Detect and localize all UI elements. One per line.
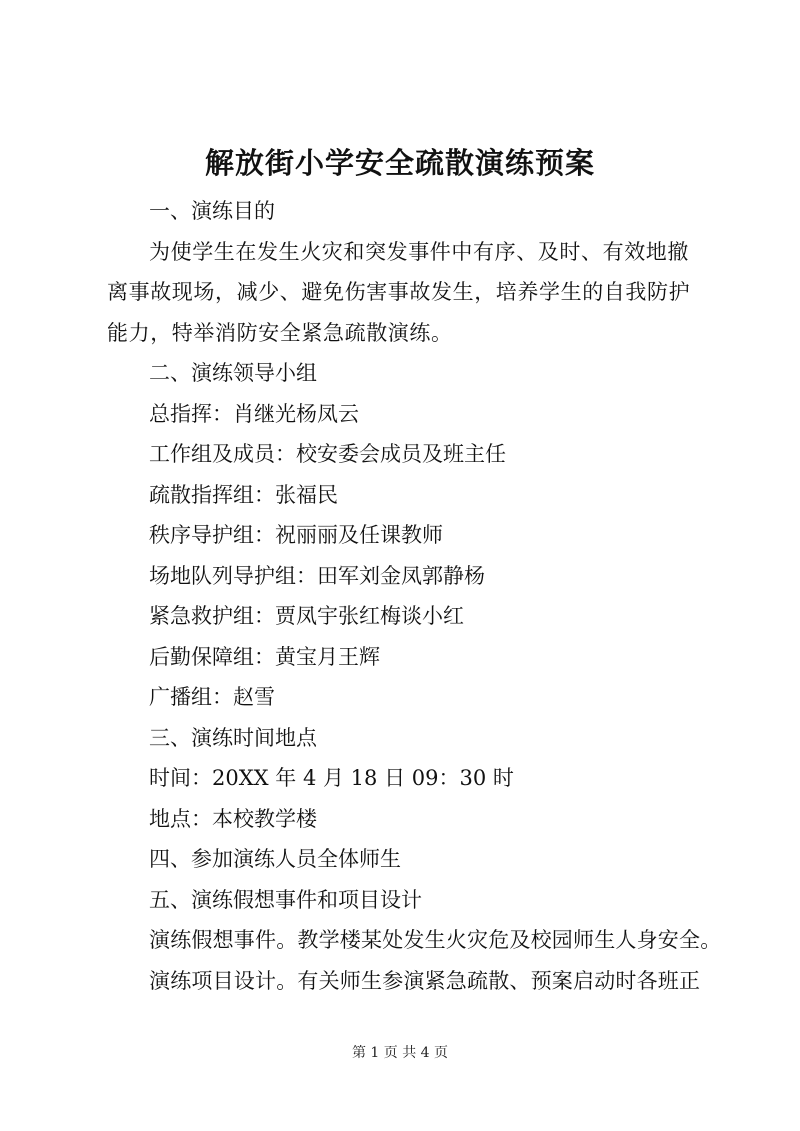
line-rescue-group: 紧急救护组：贾凤宇张红梅谈小红 [149, 604, 464, 628]
section-heading-purpose: 一、演练目的 [149, 199, 275, 223]
line-evacuation-group: 疏散指挥组：张福民 [149, 482, 338, 507]
line-working-group: 工作组及成员：校安委会成员及班主任 [149, 442, 506, 466]
line-order-group: 秩序导护组：祝丽丽及任课教师 [149, 523, 443, 547]
line-project-design: 演练项目设计。有关师生参演紧急疏散、预案启动时各班正 [149, 968, 701, 993]
section-heading-design: 五、演练假想事件和项目设计 [149, 887, 422, 912]
line-hypothetical-event: 演练假想事件。教学楼某处发生火灾危及校园师生人身安全。 [149, 928, 722, 952]
line-logistics-group: 后勤保障组：黄宝月王辉 [149, 644, 380, 669]
line-broadcast-group: 广播组：赵雪 [149, 685, 275, 709]
line-field-group: 场地队列导护组：田军刘金凤郭静杨 [149, 563, 485, 588]
line-time: 时间：20XX 年 4 月 18 日 09：30 时 [149, 766, 514, 790]
page-footer: 第 1 页 共 4 页 [351, 1045, 449, 1061]
line-place: 地点：本校教学楼 [149, 806, 317, 831]
section-heading-participants: 四、参加演练人员全体师生 [149, 847, 401, 871]
section-heading-leadership: 二、演练领导小组 [149, 361, 317, 385]
document-body [107, 191, 722, 1001]
document-title: 解放街小学安全疏散演练预案 [204, 146, 595, 180]
paragraph-purpose: 为使学生在发生火灾和突发事件中有序、及时、有效地撤离事故现场，减少、避免伤害事故发生，培养学生的自我防护能力，特举消防安全紧急疏散演练。 [107, 239, 691, 345]
section-heading-time-place: 三、演练时间地点 [149, 725, 317, 750]
line-commander: 总指挥：肖继光杨凤云 [149, 401, 359, 426]
